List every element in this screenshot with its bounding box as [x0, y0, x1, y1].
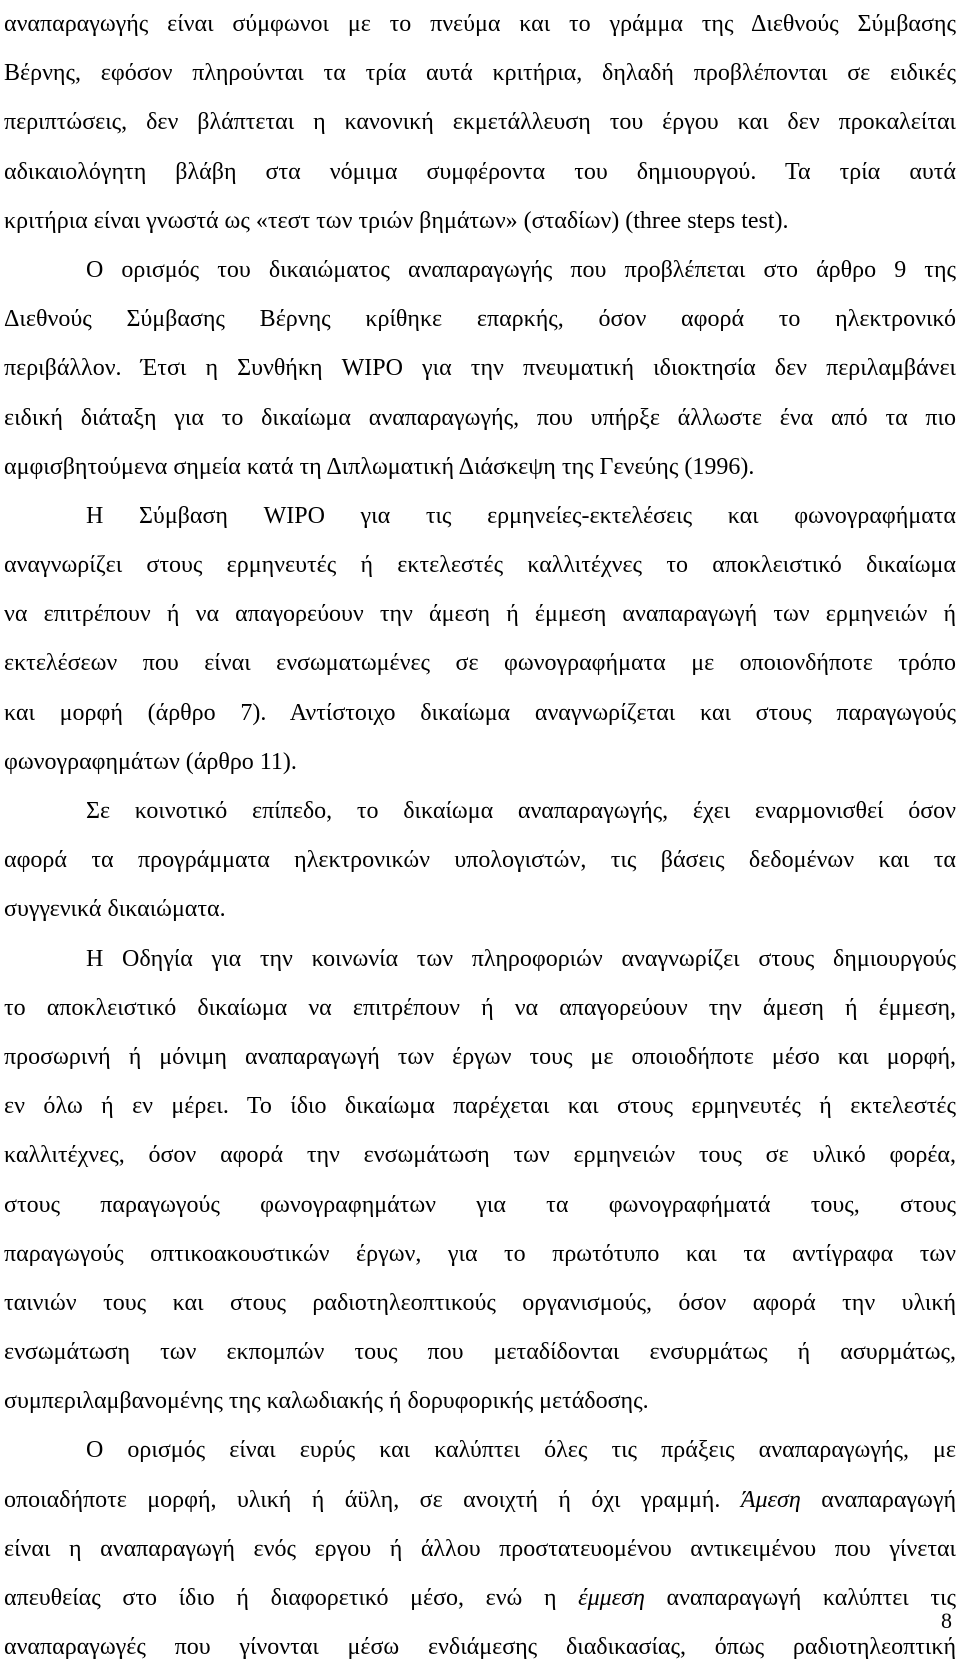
line-text-after: αναπαραγωγή καλύπτει τις: [644, 1585, 956, 1611]
text-line: και μορφή (άρθρο 7). Αντίστοιχο δικαίωμα αναγνωρίζεται και στους παραγωγούς: [4, 699, 956, 726]
text-line: καλλιτέχνες, όσον αφορά την ενσωμάτωση των ερμηνειών τους σε υλικό φορέα,: [4, 1142, 956, 1169]
text-line: ταινιών τους και στους ραδιοτηλεοπτικούς οργανισμούς, όσον αφορά την υλική: [4, 1289, 956, 1316]
text-line: αμφισβητούμενα σημεία κατά τη Διπλωματική Διάσκεψη της Γενεύης (1996).: [4, 453, 755, 480]
paragraph-first-line: Η Σύμβαση WIPO για τις ερμηνείες-εκτελέσεις και φωνογραφήματα: [86, 502, 956, 529]
page-number: 8: [941, 1608, 952, 1633]
text-line: συμπεριλαμβανομένης της καλωδιακής ή δορυφορικής μετάδοσης.: [4, 1388, 649, 1415]
text-line: στους παραγωγούς φωνογραφημάτων για τα φωνογραφήματά τους, στους: [4, 1191, 956, 1218]
text-line: συγγενικά δικαιώματα.: [4, 896, 226, 923]
text-line: Διεθνούς Σύμβασης Βέρνης κρίθηκε επαρκής, όσον αφορά το ηλεκτρονικό: [4, 306, 956, 333]
text-line: εν όλω ή εν μέρει. Το ίδιο δικαίωμα παρέχεται και στους ερμηνευτές ή εκτελεστές: [4, 1093, 956, 1120]
text-line: αναγνωρίζει στους ερμηνευτές ή εκτελεστές καλλιτέχνες το αποκλειστικό δικαίωμα: [4, 552, 956, 579]
paragraph-first-line: Ο ορισμός είναι ευρύς και καλύπτει όλες τις πράξεις αναπαραγωγής, με: [86, 1437, 956, 1464]
text-line: κριτήρια είναι γνωστά ως «τεστ των τριών βημάτων» (σταδίων) (three steps test).: [4, 207, 789, 234]
text-line: παραγωγούς οπτικοακουστικών έργων, για το πρωτότυπο και τα αντίγραφα των: [4, 1240, 956, 1267]
text-line: αναπαραγωγές που γίνονται μέσω ενδιάμεσης διαδικασίας, όπως ραδιοτηλεοπτική: [4, 1634, 956, 1661]
text-line: είναι η αναπαραγωγή ενός εργου ή άλλου προστατευομένου αντικειμένου που γίνεται: [4, 1535, 956, 1562]
text-line: ειδική διάταξη για το δικαίωμα αναπαραγωγής, που υπήρξε άλλωστε ένα από τα πιο: [4, 404, 956, 431]
paragraph-first-line: Σε κοινοτικό επίπεδο, το δικαίωμα αναπαραγωγής, έχει εναρμονισθεί όσον: [86, 798, 956, 824]
text-line: αδικαιολόγητη βλάβη στα νόμιμα συμφέροντα του δημιουργού. Τα τρία αυτά: [4, 158, 956, 185]
text-line: προσωρινή ή μόνιμη αναπαραγωγή των έργων τους με οποιοδήποτε μέσο και μορφή,: [4, 1043, 956, 1070]
text-line: αφορά τα προγράμματα ηλεκτρονικών υπολογιστών, τις βάσεις δεδομένων και τα: [4, 847, 956, 874]
text-line: περιπτώσεις, δεν βλάπτεται η κανονική εκμετάλλευση του έργου και δεν προκαλείται: [4, 109, 956, 136]
text-line: ενσωμάτωση των εκπομπών τους που μεταδίδονται ενσυρμάτως ή ασυρμάτως,: [4, 1339, 956, 1366]
paragraph-first-line: Ο ορισμός του δικαιώματος αναπαραγωγής που προβλέπεται στο άρθρο 9 της: [86, 256, 956, 283]
text-line: περιβάλλον. Έτσι η Συνθήκη WIPO για την πνευματική ιδιοκτησία δεν περιλαμβάνει: [4, 355, 956, 382]
text-line: το αποκλειστικό δικαίωμα να επιτρέπουν ή να απαγορεύουν την άμεση ή έμμεση,: [4, 994, 956, 1021]
italic-term: έμμεση: [578, 1585, 645, 1611]
body-text: [4, 0, 956, 1672]
text-line-with-italic: [4, 1574, 956, 1623]
paragraph-first-line: Η Οδηγία για την κοινωνία των πληροφοριών αναγνωρίζει στους δημιουργούς: [86, 945, 956, 972]
text-line: Βέρνης, εφόσον πληρούνται τα τρία αυτά κριτήρια, δηλαδή προβλέπονται σε ειδικές: [4, 60, 956, 87]
line-text-before: απευθείας στο ίδιο ή διαφορετικό μέσο, ενώ η: [4, 1585, 579, 1611]
text-line: αναπαραγωγής είναι σύμφωνοι με το πνεύμα και το γράμμα της Διεθνούς Σύμβασης: [4, 11, 956, 37]
text-line: να επιτρέπουν ή να απαγορεύουν την άμεση ή έμμεση αναπαραγωγή των ερμηνειών ή: [4, 601, 956, 628]
text-line: εκτελέσεων που είναι ενσωματωμένες σε φωνογραφήματα με οποιονδήποτε τρόπο: [4, 650, 956, 677]
text-line: φωνογραφημάτων (άρθρο 11).: [4, 748, 297, 775]
line-text-after: αναπαραγωγή: [800, 1486, 956, 1513]
line-text-before: οποιαδήποτε μορφή, υλική ή άϋλη, σε ανοιχτή ή όχι γραμμή.: [4, 1486, 741, 1513]
text-line-with-italic: [4, 1476, 956, 1525]
document-page: [4, 0, 956, 1661]
italic-term: Άμεση: [740, 1486, 801, 1513]
